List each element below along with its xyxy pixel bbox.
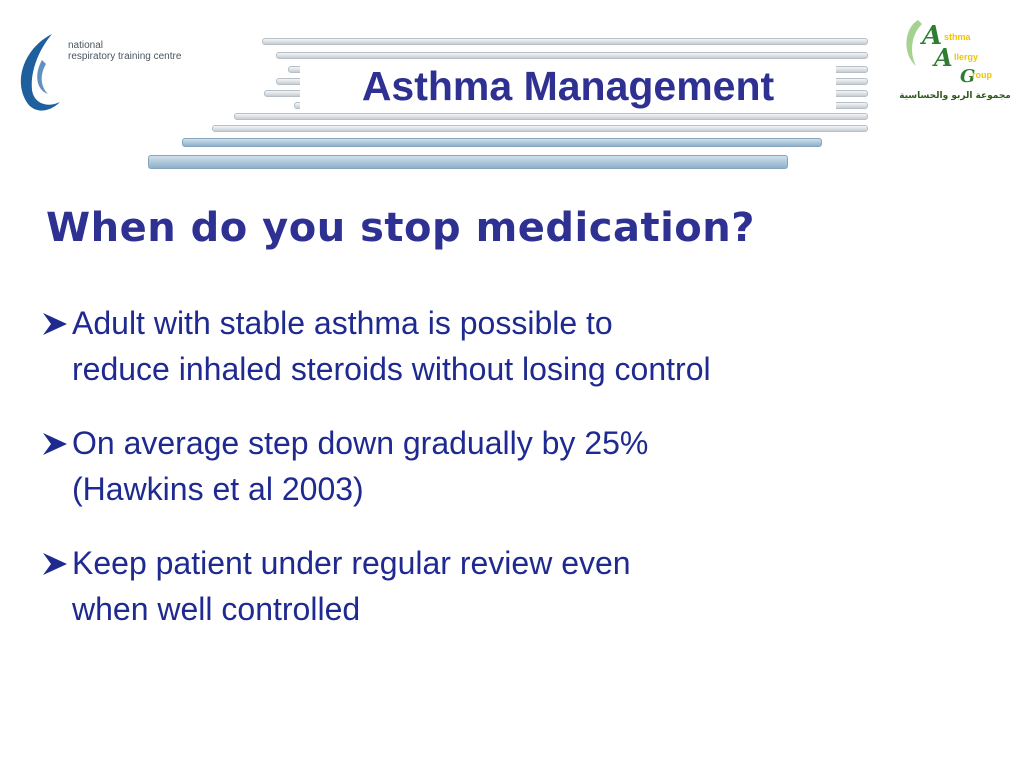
bullet-list (40, 300, 940, 632)
header-bar (212, 125, 868, 132)
bullet-item (40, 300, 940, 392)
aag-letter-g: G (960, 66, 976, 87)
aag-letter-a1: A (922, 21, 943, 51)
aag-word-roup: roup (972, 70, 992, 80)
aag-word-llergy: llergy (954, 52, 979, 62)
aag-letter-a2: A (934, 43, 953, 72)
aag-logo-graphic (900, 14, 1010, 106)
header-title: Asthma Management (300, 62, 836, 110)
header-bar (148, 155, 788, 169)
bullet-line: reduce inhaled steroids without losing control (72, 351, 711, 387)
slide-title: When do you stop medication? (46, 205, 755, 251)
aag-word-sthma: sthma (944, 32, 971, 42)
bullet-item (40, 540, 940, 632)
bullet-line: Adult with stable asthma is possible to (72, 305, 613, 341)
header-bar (234, 113, 868, 120)
header-bar (182, 138, 822, 147)
header-bar (276, 52, 868, 59)
ntrc-line2: respiratory training centre (68, 51, 182, 62)
bullet-line: (Hawkins et al 2003) (72, 471, 364, 507)
aag-arabic-name: مجموعة الربو والحساسية (900, 91, 1010, 101)
bullet-line: Keep patient under regular review even (72, 545, 631, 581)
arrow-bullet-icon (40, 309, 70, 339)
arrow-bullet-icon (40, 549, 70, 579)
bullet-item (40, 420, 940, 512)
aag-logo (900, 14, 1010, 106)
ntrc-line1: national (68, 40, 104, 51)
bullet-line: when well controlled (72, 591, 361, 627)
header-bar (262, 38, 868, 45)
bullet-line: On average step down gradually by 25% (72, 425, 649, 461)
arrow-bullet-icon (40, 429, 70, 459)
